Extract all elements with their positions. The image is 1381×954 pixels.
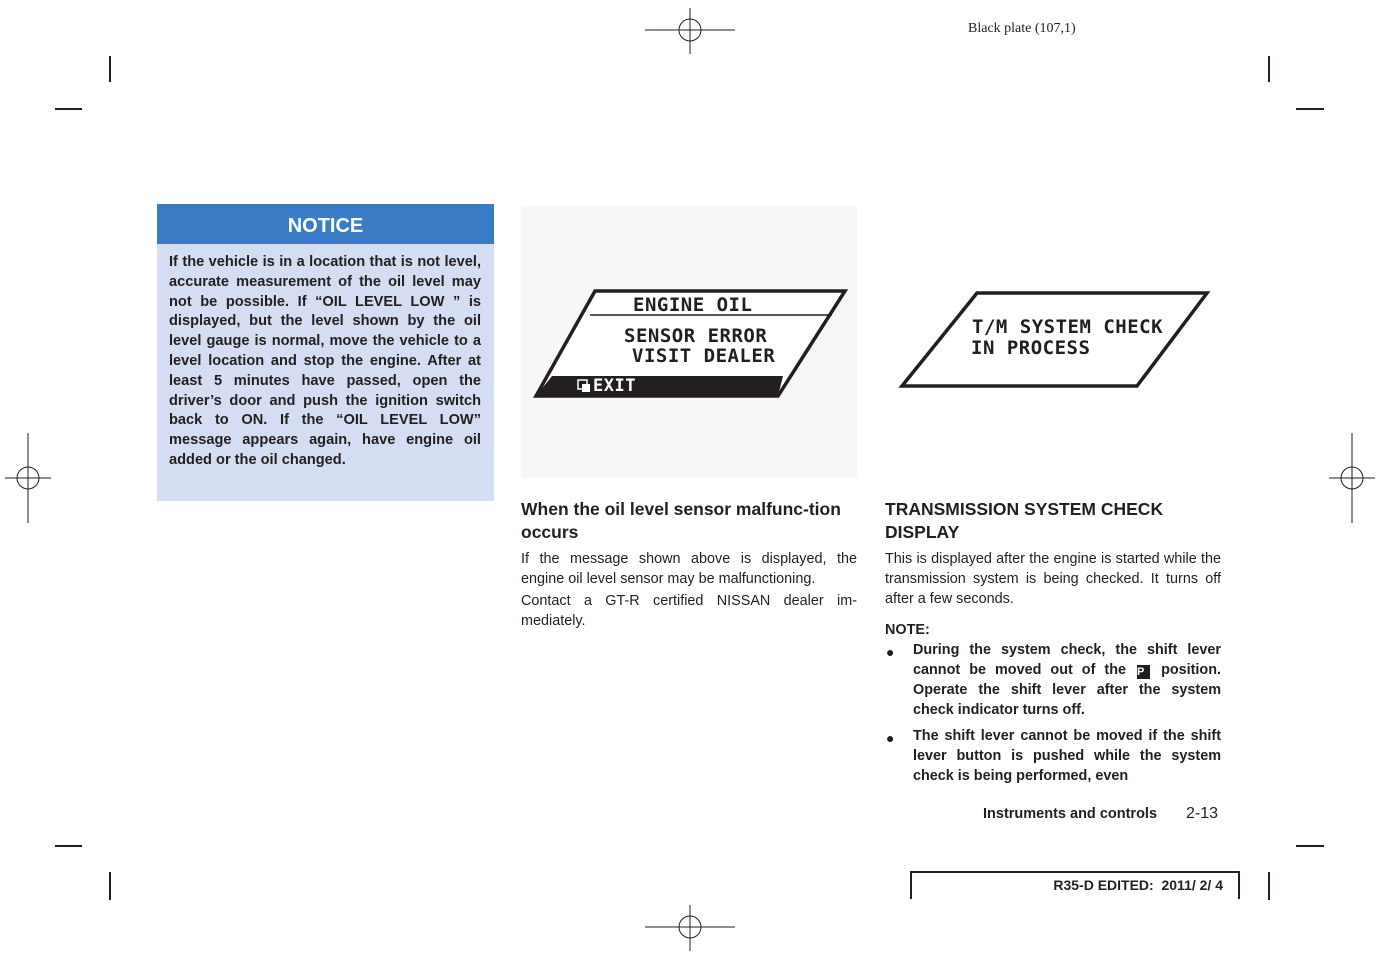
crop-mark [55,845,82,847]
notice-title: NOTICE [157,204,494,244]
plate-label: Black plate (107,1) [968,21,1076,36]
park-position-icon: P [1137,665,1150,679]
tm-display-line1: T/M SYSTEM CHECK [972,316,1164,338]
crop-mark [1296,108,1324,110]
note-label: NOTE: [885,622,930,638]
registration-mark-bottom [645,905,735,951]
crop-mark [55,108,82,110]
notice-box [157,204,494,501]
exit-label: EXIT [593,376,636,396]
edited-stamp: R35-D EDITED: 2011/ 2/ 4 [1053,877,1223,893]
crop-mark [109,872,111,900]
registration-mark-right [1329,433,1375,523]
note-bullet-1 [913,640,1221,720]
crop-mark [109,56,111,82]
exit-button-icon [577,378,591,394]
tm-display-line2: IN PROCESS [971,337,1091,359]
note-bullet-1-end: position. Operate the shift lever after the system check indicator turns off. [913,662,1222,718]
note-bullet-2: The shift lever cannot be moved if the shift lever button is pushed while the system check is being performed, even [913,728,1221,784]
crop-mark [1268,872,1270,900]
bullet-dot: ● [886,644,895,660]
registration-mark-top [645,8,735,54]
note-bullet-1-start: During the system check, the shift lever cannot be moved out of the [913,642,1221,678]
engine-oil-line1: ENGINE OIL [633,294,753,316]
notice-text: If the vehicle is in a location that is not level, accurate measurement of the oil level may not be possible. If “OIL LEVEL LOW ” is displayed, but the level shown by the oil level gauge is normal, move the vehicle to a level location and stop the engine. After at least 5 minutes have passed, open the driver’s door and push the ignition switch back to ON. If the “OIL LEVEL LOW” message appears again, have engine oil added or the oil changed. [169,254,481,468]
section2-heading: TRANSMISSION SYSTEM CHECK DISPLAY [885,499,1164,542]
section2-para1: This is displayed after the engine is started while the transmission system is being checked. It turns off after a few seconds. [885,551,1221,607]
registration-mark-left [5,433,51,523]
bullet-dot: ● [886,730,895,746]
engine-oil-line3: VISIT DEALER [632,345,776,367]
section1-para1: If the message shown above is displayed, the engine oil level sensor may be malfunctioning. [521,551,857,587]
section1-para2: Contact a GT-R certified NISSAN dealer im-mediately. [521,593,857,629]
footer-page-number: 2-13 [1186,805,1219,822]
section1-heading: When the oil level sensor malfunc-tion occurs [521,499,841,542]
crop-mark [1268,56,1270,82]
engine-oil-line2: SENSOR ERROR [624,325,768,347]
crop-mark [1296,845,1324,847]
footer-section-title: Instruments and controls [983,806,1158,822]
edited-stamp-box [910,871,1240,899]
